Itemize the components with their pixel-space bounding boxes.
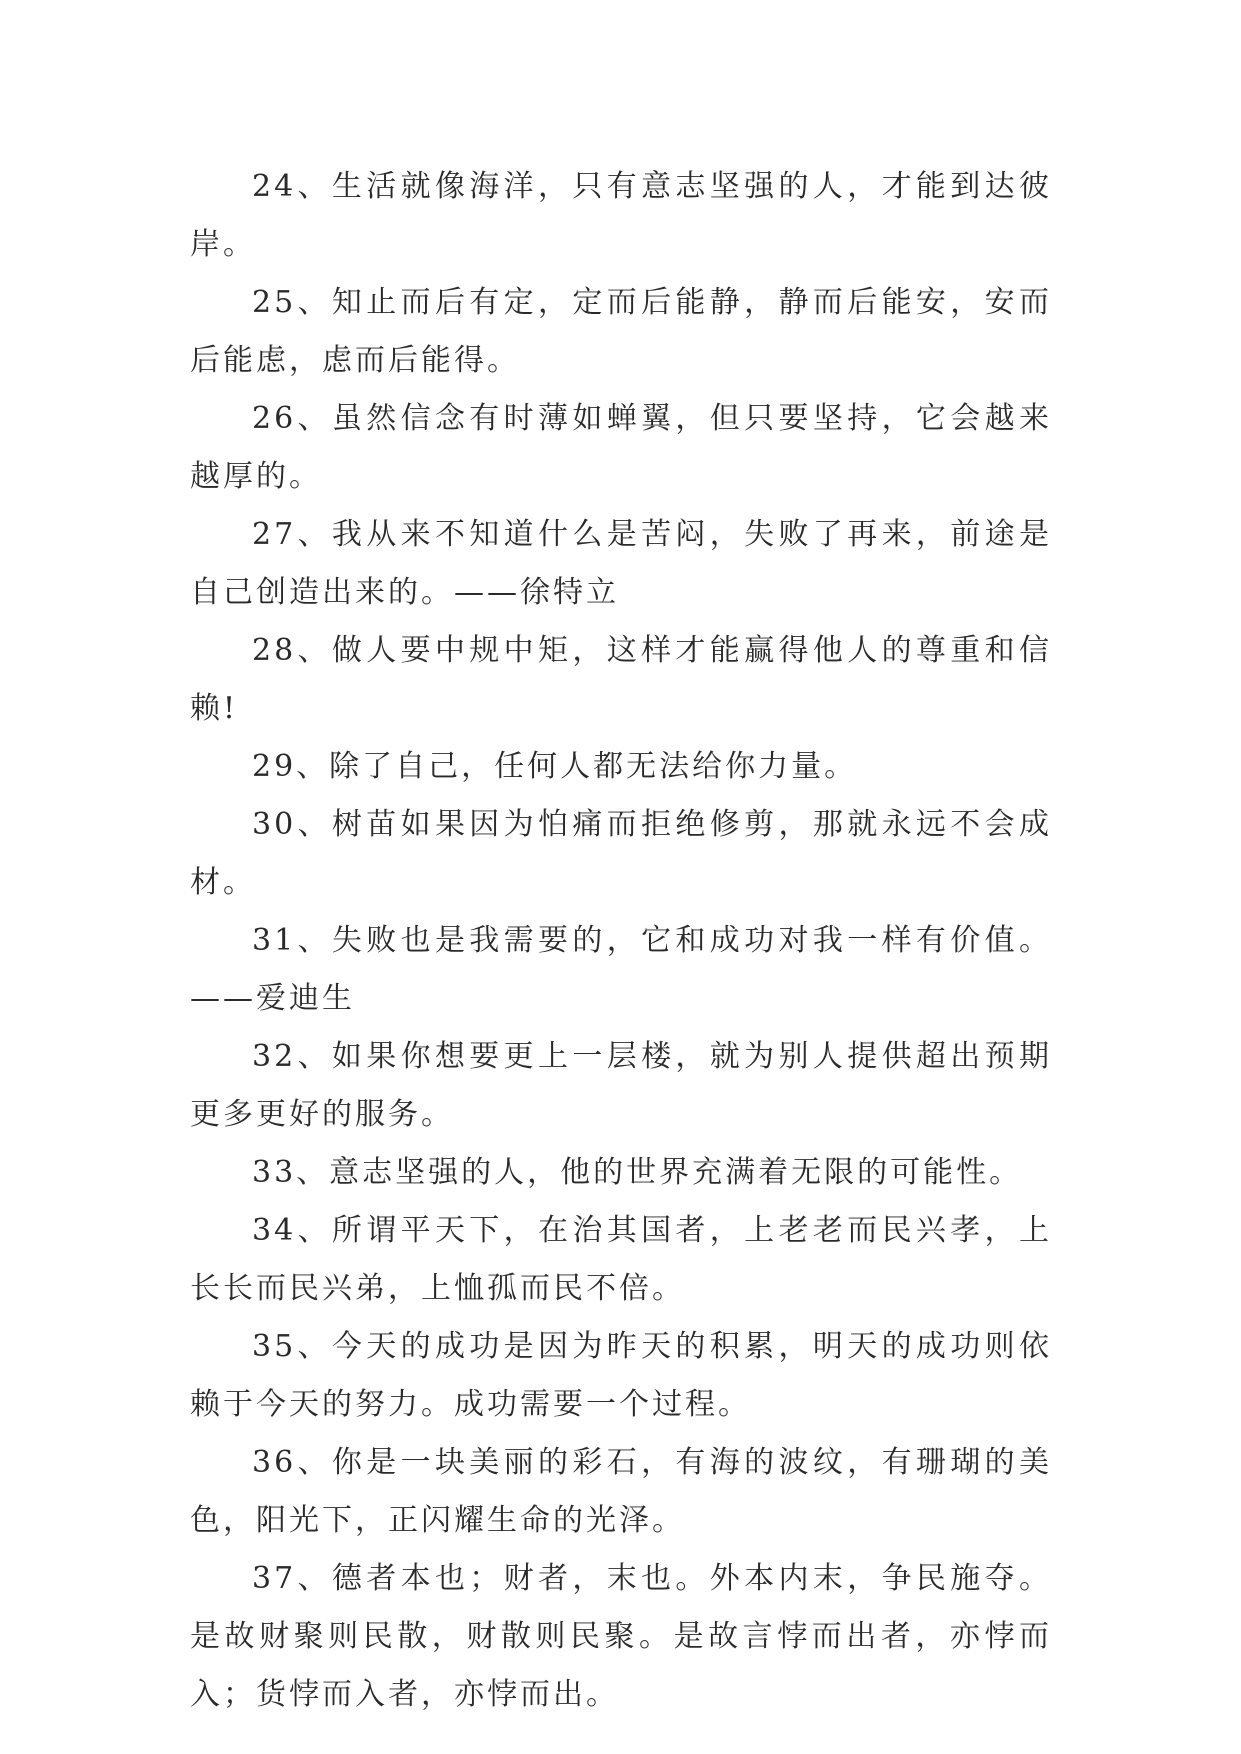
quote-paragraph-30: 30、树苗如果因为怕痛而拒绝修剪，那就永远不会成材。 (190, 807, 1052, 900)
quote-paragraph-31: 31、失败也是我需要的，它和成功对我一样有价值。——爱迪生 (190, 923, 1052, 1016)
document-body (190, 158, 1052, 1724)
quote-paragraph-36: 36、你是一块美丽的彩石，有海的波纹，有珊瑚的美色，阳光下，正闪耀生命的光泽。 (190, 1445, 1052, 1538)
quote-paragraph-37: 37、德者本也；财者，末也。外本内末，争民施夺。是故财聚则民散，财散则民聚。是故言悖而出者，亦悖而入；货悖而入者，亦悖而出。 (190, 1561, 1052, 1712)
quote-paragraph-35: 35、今天的成功是因为昨天的积累，明天的成功则依赖于今天的努力。成功需要一个过程。 (190, 1329, 1052, 1422)
quote-paragraph-34: 34、所谓平天下，在治其国者，上老老而民兴孝，上长长而民兴弟，上恤孤而民不倍。 (190, 1213, 1052, 1306)
quote-paragraph-24: 24、生活就像海洋，只有意志坚强的人，才能到达彼岸。 (190, 169, 1052, 262)
quote-paragraph-27: 27、我从来不知道什么是苦闷，失败了再来，前途是自己创造出来的。——徐特立 (190, 517, 1052, 610)
quote-paragraph-32: 32、如果你想要更上一层楼，就为别人提供超出预期更多更好的服务。 (190, 1039, 1052, 1132)
quote-paragraph-33: 33、意志坚强的人，他的世界充满着无限的可能性。 (252, 1155, 1023, 1190)
quote-paragraph-26: 26、虽然信念有时薄如蝉翼，但只要坚持，它会越来越厚的。 (190, 401, 1052, 494)
quote-paragraph-28: 28、做人要中规中矩，这样才能赢得他人的尊重和信赖! (190, 633, 1052, 726)
quote-paragraph-25: 25、知止而后有定，定而后能静，静而后能安，安而后能虑，虑而后能得。 (190, 285, 1052, 378)
quote-paragraph-29: 29、除了自己，任何人都无法给你力量。 (252, 749, 858, 784)
